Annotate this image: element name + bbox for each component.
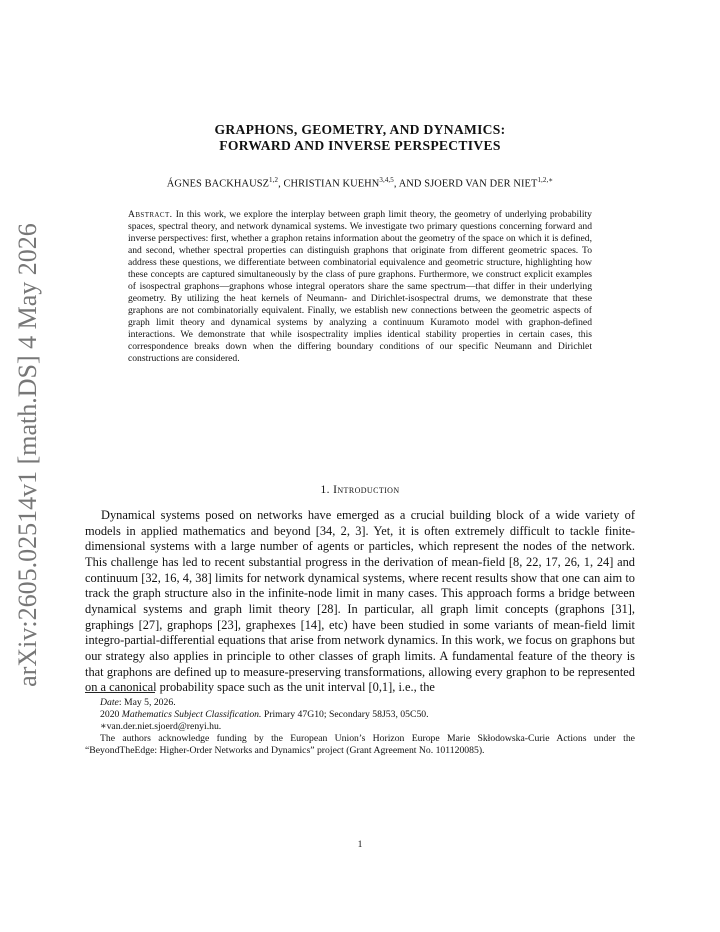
arxiv-identifier: arXiv:2605.02514v1 [math.DS] 4 May 2026 xyxy=(13,223,42,687)
section-heading-introduction: 1. Introduction xyxy=(320,484,400,496)
abstract xyxy=(128,209,592,365)
abstract-text: In this work, we explore the interplay between graph limit theory, the geometry of underlying probability spaces, spectral theory, and network dynamical systems. We investigate two primary questions concerning forward and inverse perspectives: first, whether a graphon retains information about the geometry of the space on which it is defined, and second, whether spectral properties can distinguish graphons that originate from different geometric spaces. To address these questions, we differentiate between combinatorial equivalence and geometric structure, highlighting how these concepts are captured simultaneously by the class of pure graphons. Furthermore, we construct explicit examples of isospectral graphons—graphons whose integral operators share the same spectrum—that differ in their underlying geometry. By utilizing the heat kernels of Neumann- and Dirichlet-isospectral drums, we demonstrate that these graphons are not combinatorially equivalent. Finally, we establish new connections between the geometric aspects of graph limit theory and dynamical systems by analyzing a continuum Kuramoto model with graphon-defined interactions. We demonstrate that while isospectrality implies identical stability properties in certain cases, this correspondence breaks down when the differing boundary conditions of our specific Neumann and Dirichlet constructions are considered. xyxy=(128,209,592,364)
abstract-label: Abstract. xyxy=(128,209,173,220)
title-line-2: FORWARD AND INVERSE PERSPECTIVES xyxy=(219,138,501,153)
page-number: 1 xyxy=(357,839,363,850)
author-list xyxy=(0,176,720,189)
arxiv-sidebar xyxy=(8,223,48,687)
date-value: : May 5, 2026. xyxy=(118,697,176,708)
author-3-affiliation: 1,2,∗ xyxy=(537,176,554,184)
footnotes xyxy=(85,697,635,757)
paper-title xyxy=(0,122,720,154)
footnote-funding: The authors acknowledge funding by the European Union’s Horizon Europe Marie Skłodowska-Curie Actions under the “BeyondTheEdge: Higher-Order Networks and Dynamics” project (Grant Agreement No. 101120085). xyxy=(85,733,635,756)
msc-value: Primary 47G10; Secondary 58J53, 05C50. xyxy=(261,709,429,720)
title-line-1: GRAPHONS, GEOMETRY, AND DYNAMICS: xyxy=(214,122,506,137)
msc-label: Mathematics Subject Classification. xyxy=(121,709,262,720)
author-1-affiliation: 1,2 xyxy=(269,176,279,184)
date-label: Date xyxy=(100,697,119,708)
author-2: , CHRISTIAN KUEHN xyxy=(278,178,380,190)
author-3: , AND SJOERD VAN DER NIET xyxy=(393,178,538,190)
msc-prefix: 2020 xyxy=(100,709,122,720)
footnote-email: ∗van.der.niet.sjoerd@renyi.hu. xyxy=(100,721,222,732)
footnote-date xyxy=(85,697,635,709)
author-1: ÁGNES BACKHAUSZ xyxy=(166,178,270,190)
introduction-paragraph: Dynamical systems posed on networks have emerged as a crucial building block of a wide variety of models in applied mathematics and beyond [34, 2, 3]. Yet, it is often extremely difficult to tackle finite-dimensional systems with a large number of agents or particles, which represent the nodes of the network. This challenge has led to recent substantial progress in the derivation of mean-field [8, 22, 17, 26, 1, 24] and continuum [32, 16, 4, 38] limits for network dynamical systems, where recent results show that one can aim to track the graph structure also in the infinite-node limit in many cases. This approach forms a bridge between dynamical systems and graph limit theory [28]. In particular, all graph limit concepts (graphons [31], graphings [27], graphops [23], graphexes [14], etc) have been studied in some variants of mean-field limit integro-partial-differential equations that arise from network dynamics. In this work, we focus on graphons but our strategy also applies in principle to other classes of graph limits. A fundamental feature of the theory is that graphons are defined up to measure-preserving transformations, allowing every graphon to be represented on a canonical probability space such as the unit interval [0,1], i.e., the xyxy=(85,508,635,695)
footnote-msc xyxy=(85,709,635,721)
author-2-affiliation: 3,4,5 xyxy=(379,176,394,184)
footnote-rule xyxy=(85,692,155,693)
